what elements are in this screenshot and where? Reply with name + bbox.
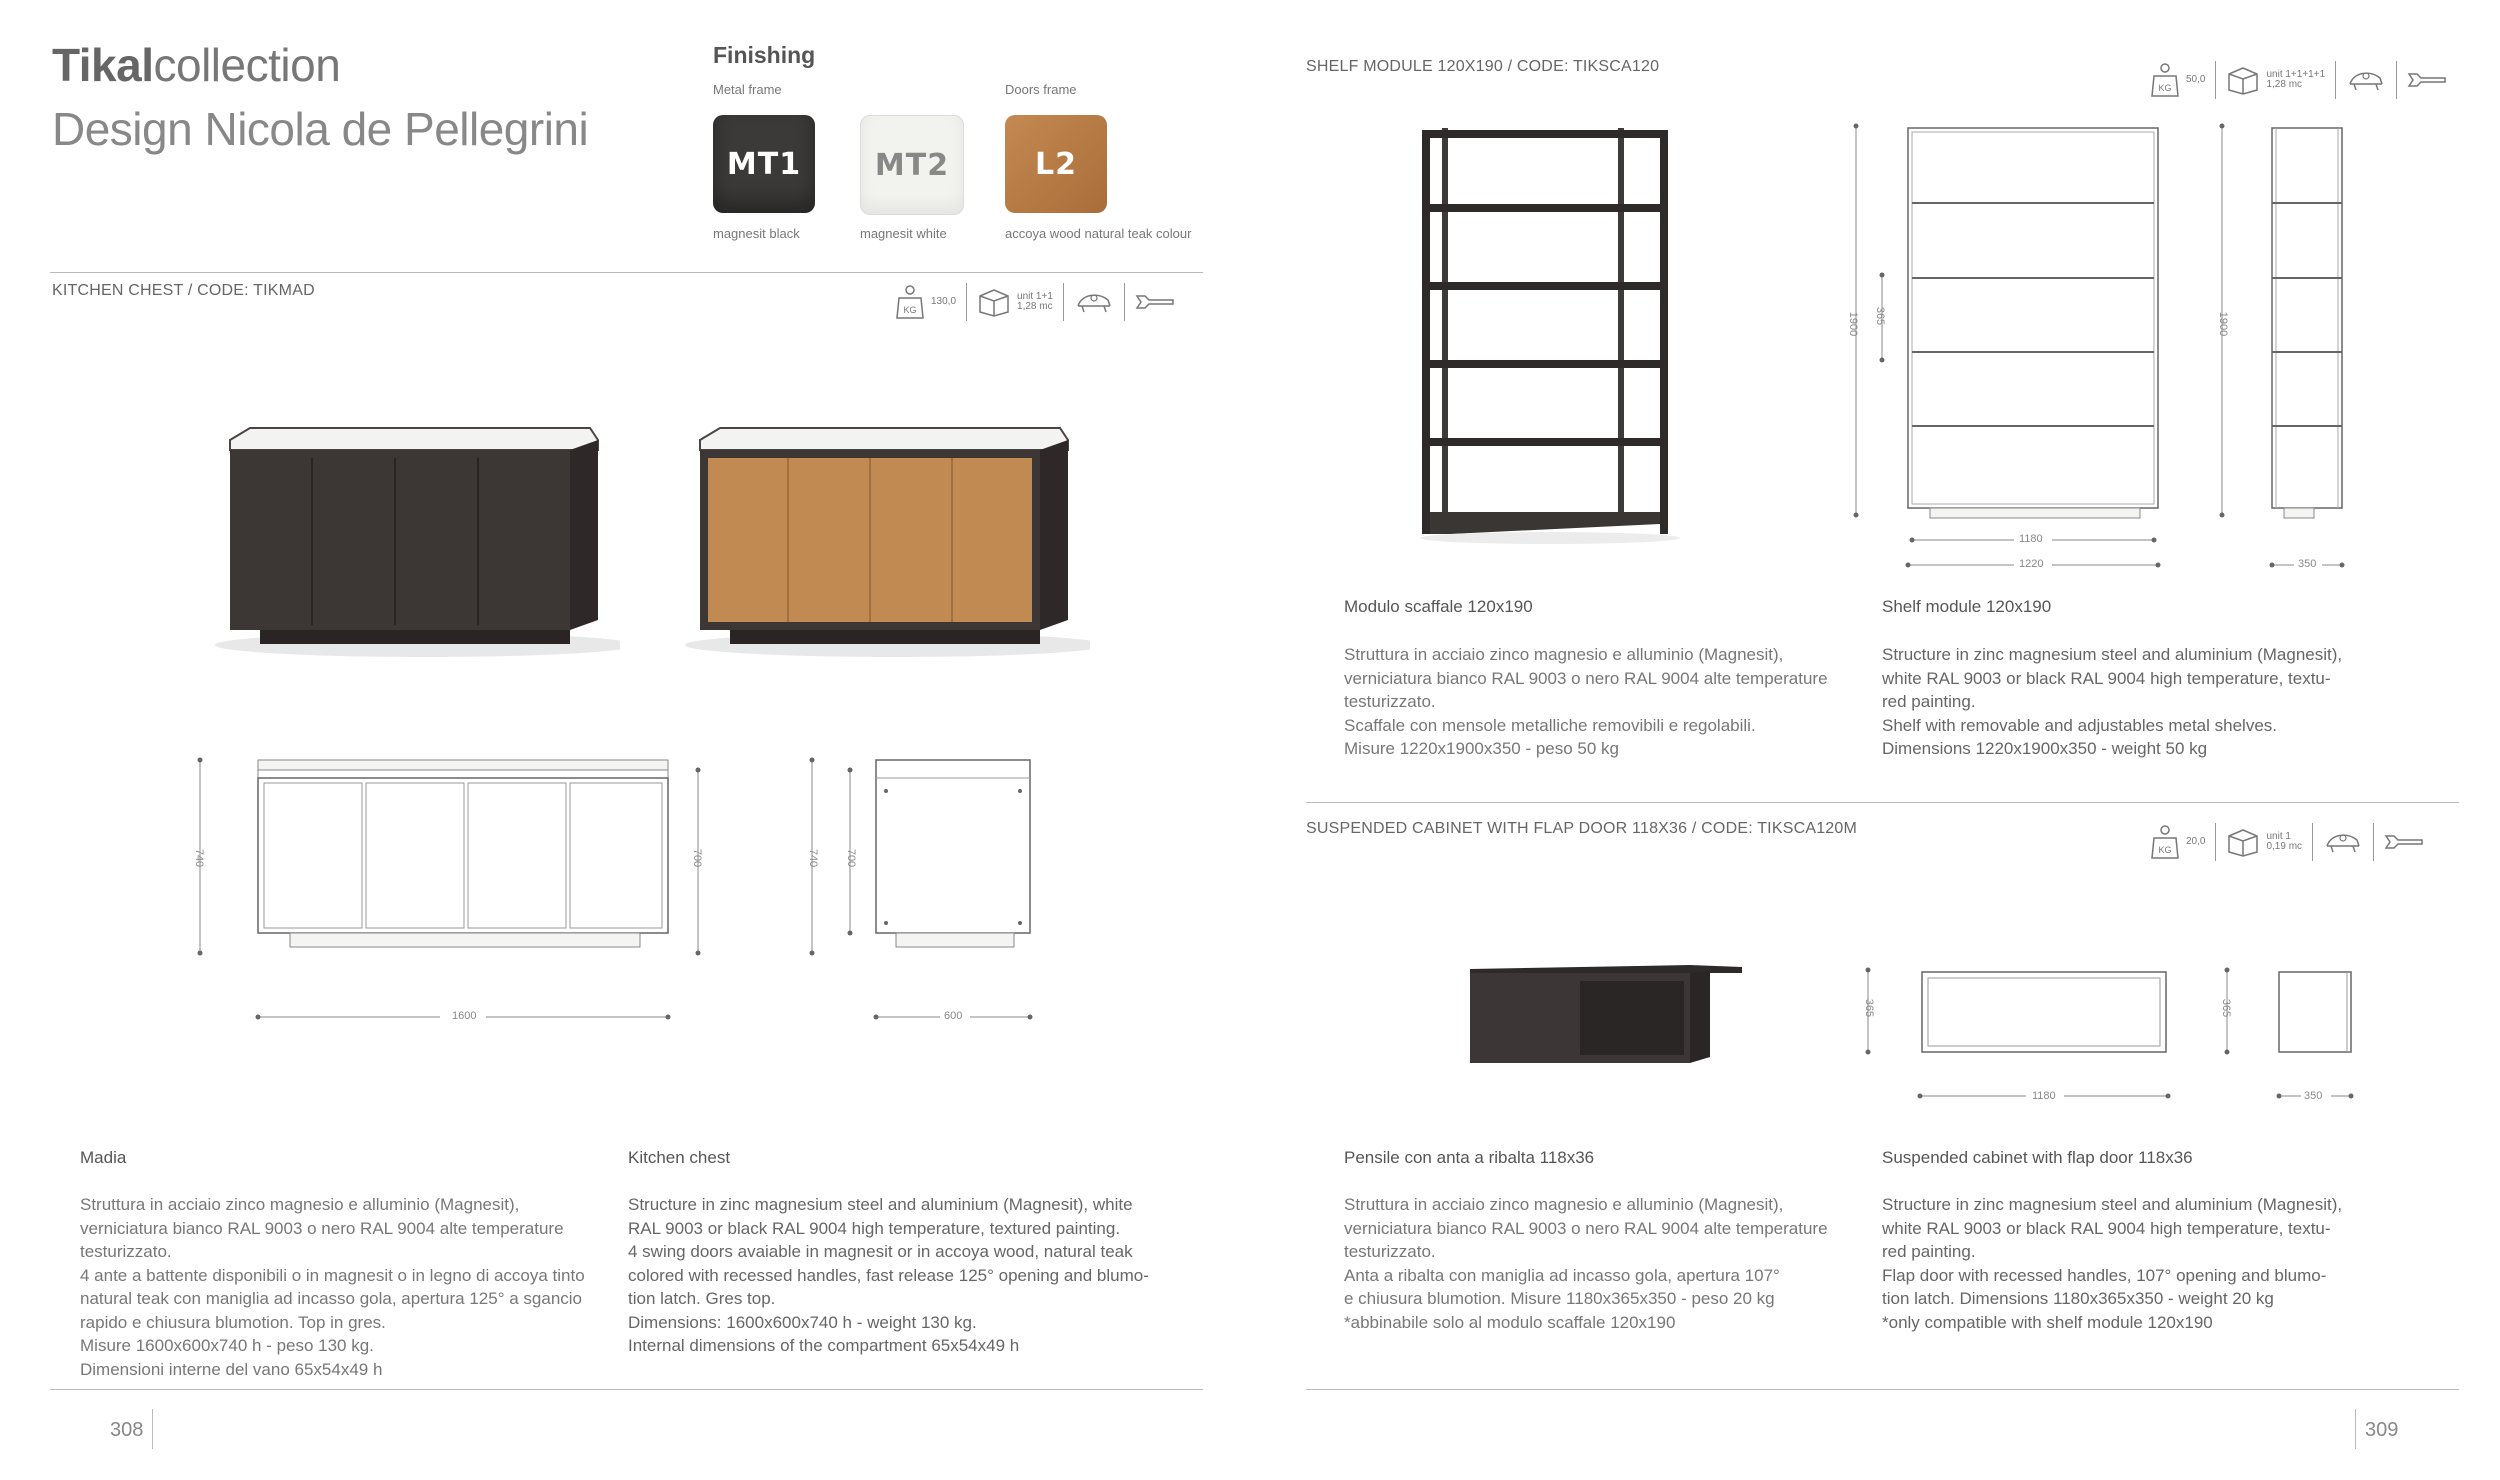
package-icon xyxy=(977,287,1053,317)
dim-shelf-gap: 365 xyxy=(1874,306,1887,326)
package-icon xyxy=(2226,827,2302,857)
divider xyxy=(1306,1389,2459,1390)
swatch-code: L2 xyxy=(1035,146,1077,182)
suspended-cabinet-en-body: Structure in zinc magnesium steel and aluminium (Magnesit), white RAL 9003 or black RAL 9004 high temperature, textu- red painting. Flap door with recessed handles, 107° opening and blumo- tion latch. Dimensions 1180x365x350 - weight 20 kg *only compatible with shelf module 120x190 xyxy=(1882,1195,2343,1332)
kitchen-chest-specs xyxy=(895,282,1175,322)
kitchen-chest-en-title: Kitchen chest xyxy=(628,1148,731,1167)
assembly-icon xyxy=(2323,828,2363,856)
weight-value: 130,0 xyxy=(931,296,957,307)
dim-cabinet-height: 365 xyxy=(1863,998,1876,1018)
wrench-icon xyxy=(1135,290,1175,314)
unit-value: unit 1 xyxy=(2266,831,2291,842)
weight-icon xyxy=(895,284,956,320)
wrench-icon xyxy=(2407,68,2447,92)
swatch-mt1[interactable] xyxy=(713,115,815,213)
swatch-code: MT1 xyxy=(726,146,802,182)
kitchen-chest-it-body: Struttura in acciaio zinco magnesio e alluminio (Magnesit), verniciatura bianco RAL 9003 o nero RAL 9004 alte temperature testurizzato. 4 ante a battente disponibili o in magnesit o in legno di accoya tinto natural teak con maniglia ad incasso gola, apertura 125° a sgancio rapido e chiusura blumotion. Top in gres. Misure 1600x600x740 h - peso 130 kg. Dimensioni interne del vano 65x54x49 h xyxy=(80,1195,585,1379)
kitchen-chest-code: KITCHEN CHEST / CODE: TIKMAD xyxy=(52,282,315,299)
page-number-divider xyxy=(152,1409,153,1449)
dim-depth: 600 xyxy=(944,1010,963,1022)
shelf-module-render xyxy=(1410,120,1680,550)
shelf-module-it-title: Modulo scaffale 120x190 xyxy=(1344,597,1533,616)
svg-text:KG: KG xyxy=(2158,83,2172,93)
weight-icon xyxy=(2150,62,2205,98)
package-icon xyxy=(2226,65,2325,95)
dim-shelf-height: 1900 xyxy=(1847,311,1860,337)
divider xyxy=(50,272,1203,273)
dim-side-height: 740 xyxy=(807,848,820,868)
page-number-right: 309 xyxy=(2365,1419,2399,1441)
shelf-module-front-drawing xyxy=(1840,120,2180,580)
dim-shelf-width: 1220 xyxy=(2019,558,2044,570)
swatch-caption: accoya wood natural teak colour xyxy=(1005,226,1192,241)
kitchen-chest-teak-render xyxy=(680,420,1090,660)
swatch-caption: magnesit white xyxy=(860,226,947,241)
kitchen-chest-black-render xyxy=(210,420,620,660)
weight-value: 20,0 xyxy=(2186,836,2206,847)
suspended-cabinet-it-body: Struttura in acciaio zinco magnesio e alluminio (Magnesit), verniciatura bianco RAL 9003 o nero RAL 9004 alte temperature testurizzato. Anta a ribalta con maniglia ad incasso gola, apertura 107° e chiusura blumotion. Misure 1180x365x350 - peso 20 kg *abbinabile solo al modulo scaffale 120x190 xyxy=(1344,1195,1828,1332)
page-number-left: 308 xyxy=(110,1419,144,1441)
dim-height: 740 xyxy=(193,848,206,868)
brand-name: Tikal xyxy=(52,39,154,91)
metal-frame-label: Metal frame xyxy=(713,82,782,97)
dim-cabinet-depth: 350 xyxy=(2304,1090,2323,1102)
assembly-icon xyxy=(2346,66,2386,94)
collection-word: collection xyxy=(153,39,341,91)
weight-value: 50,0 xyxy=(2186,74,2206,85)
volume-value: 1,28 mc xyxy=(1017,301,1053,312)
dim-width: 1600 xyxy=(452,1010,477,1022)
dim-side-inner: 700 xyxy=(845,848,858,868)
swatch-mt2[interactable] xyxy=(860,115,964,215)
collection-title xyxy=(52,38,340,92)
shelf-module-en-title: Shelf module 120x190 xyxy=(1882,597,2052,616)
shelf-module-specs xyxy=(2150,60,2447,100)
kitchen-chest-front-drawing xyxy=(180,745,720,1025)
swatch-caption: magnesit black xyxy=(713,226,800,241)
svg-text:KG: KG xyxy=(2158,845,2172,855)
shelf-module-code: SHELF MODULE 120X190 / CODE: TIKSCA120 xyxy=(1306,58,1660,75)
dim-shelf-side-height: 1900 xyxy=(2217,311,2230,337)
designer-line: Design Nicola de Pellegrini xyxy=(52,103,589,155)
swatch-l2[interactable] xyxy=(1005,115,1107,213)
suspended-cabinet-it-title: Pensile con anta a ribalta 118x36 xyxy=(1344,1148,1595,1167)
shelf-module-side-drawing xyxy=(2210,120,2370,580)
unit-value: unit 1+1 xyxy=(1017,291,1053,302)
dim-cabinet-side-height: 365 xyxy=(2220,998,2233,1018)
wrench-icon xyxy=(2384,830,2424,854)
volume-value: 1,28 mc xyxy=(2266,79,2303,90)
dim-cabinet-width: 1180 xyxy=(2032,1090,2056,1102)
suspended-cabinet-specs xyxy=(2150,822,2424,862)
suspended-cabinet-code: SUSPENDED CABINET WITH FLAP DOOR 118X36 / CODE: TIKSCA120M xyxy=(1306,820,1858,837)
finishing-title: Finishing xyxy=(713,42,816,68)
swatch-code: MT2 xyxy=(874,147,950,183)
unit-value: unit 1+1+1+1 xyxy=(2266,69,2326,80)
shelf-module-en-body: Structure in zinc magnesium steel and aluminium (Magnesit), white RAL 9003 or black RAL 9004 high temperature, textu- red painting. Shelf with removable and adjustables metal shelves. Dimensions 1220x1900x350 - weight 50 kg xyxy=(1882,645,2343,758)
kitchen-chest-side-drawing xyxy=(800,745,1050,1025)
dim-shelf-inner-width: 1180 xyxy=(2019,533,2043,545)
suspended-cabinet-en-title: Suspended cabinet with flap door 118x36 xyxy=(1882,1148,2193,1167)
divider xyxy=(1306,802,2459,803)
doors-frame-label: Doors frame xyxy=(1005,82,1077,97)
kitchen-chest-en-body: Structure in zinc magnesium steel and aluminium (Magnesit), white RAL 9003 or black RAL 9004 high temperature, textured painting. 4 swing doors avaiable in magnesit or in accoya wood, natural teak colored with recessed handles, fast release 125° opening and blumo- tion latch. Gres top. Dimensions: 1600x600x740 h - weight 130 kg. Internal dimensions of the compartment 65x54x49 h xyxy=(628,1195,1149,1355)
weight-icon xyxy=(2150,824,2205,860)
volume-value: 0,19 mc xyxy=(2266,841,2303,852)
page-number-divider xyxy=(2355,1409,2356,1449)
dim-inner-height: 700 xyxy=(691,848,704,868)
divider xyxy=(50,1389,1203,1390)
suspended-cabinet-side-drawing xyxy=(2215,960,2365,1110)
kitchen-chest-it-title: Madia xyxy=(80,1148,127,1167)
assembly-icon xyxy=(1074,288,1114,316)
shelf-module-it-body: Struttura in acciaio zinco magnesio e alluminio (Magnesit), verniciatura bianco RAL 9003 o nero RAL 9004 alte temperature testurizzato. Scaffale con mensole metalliche removibili e regolabili. Misure 1220x1900x350 - peso 50 kg xyxy=(1344,645,1828,758)
suspended-cabinet-front-drawing xyxy=(1860,960,2190,1110)
svg-text:KG: KG xyxy=(903,305,917,315)
suspended-cabinet-render xyxy=(1460,955,1750,1075)
dim-shelf-depth: 350 xyxy=(2298,558,2317,570)
